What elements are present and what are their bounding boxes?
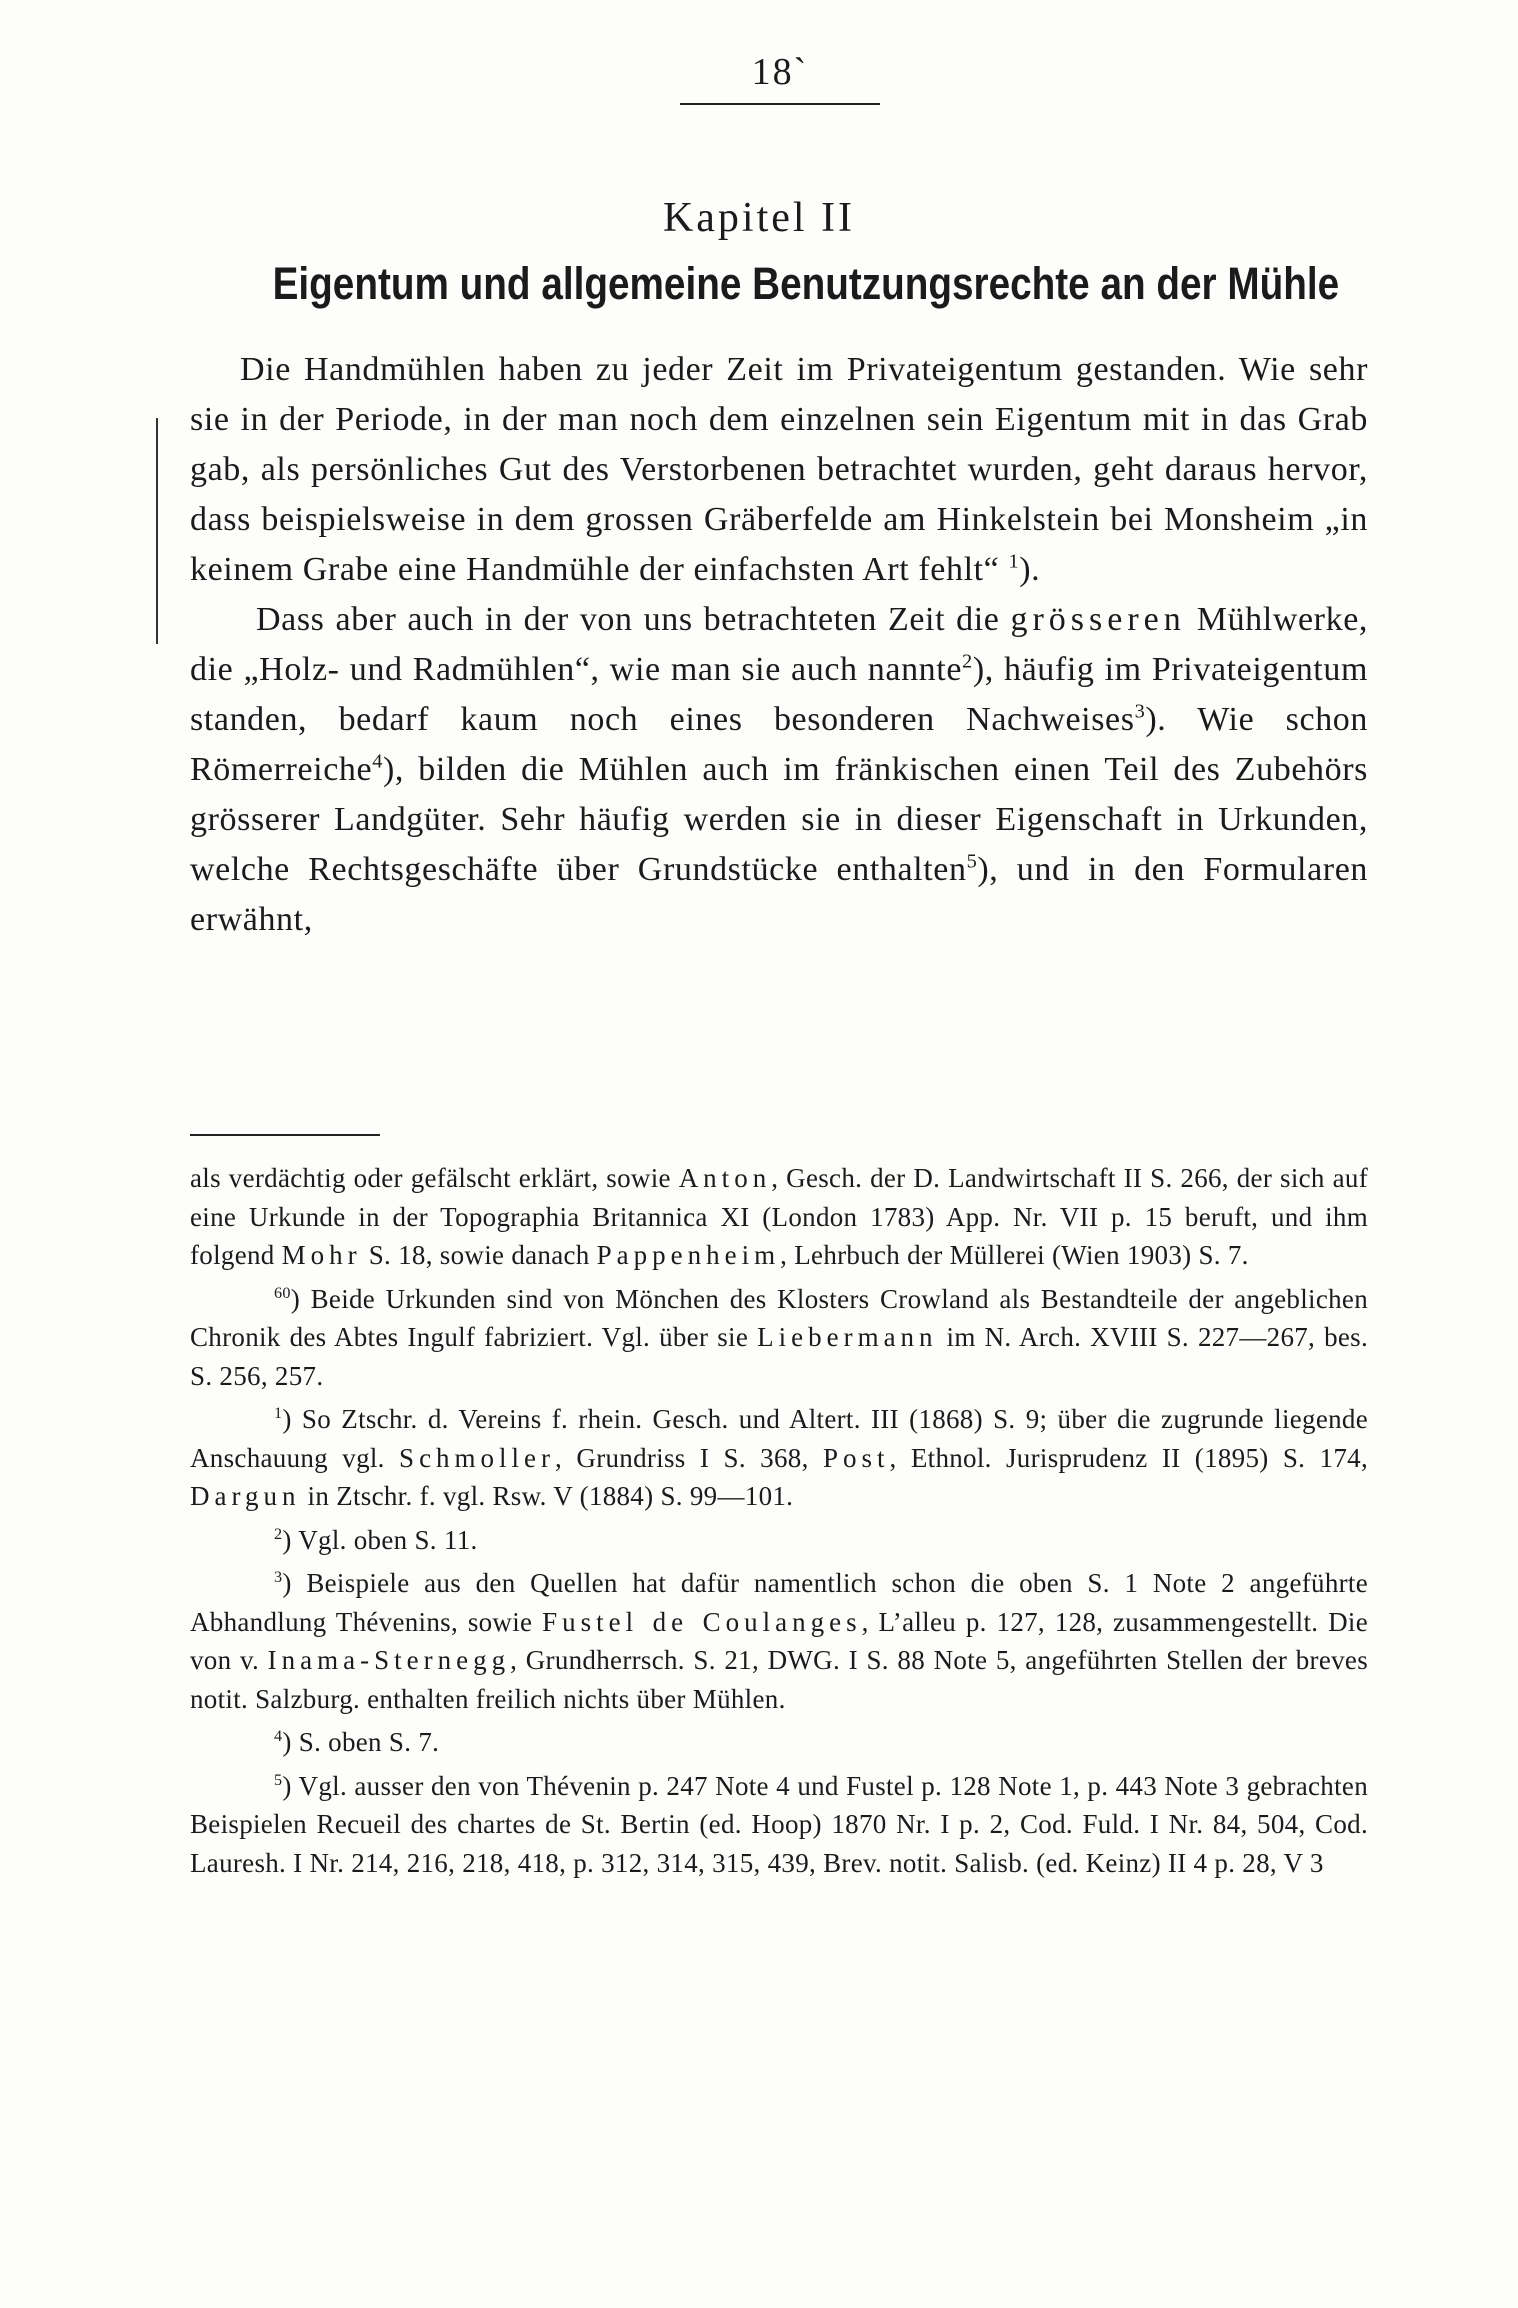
author-name: Schmoller: [399, 1442, 556, 1473]
footnote-mark: 2: [274, 1524, 283, 1543]
footnote-mark: 4: [274, 1727, 283, 1745]
text-run: Die Handmühlen haben zu jeder Zeit im Privateigentum gestanden. Wie sehr sie in der Periode, in der man noch dem einzelnen sein Eigentum mit in das Grab gab, als persönliches Gut des Verstorbenen betrachtet wurden, geht daraus hervor, dass beispielsweise in dem grossen Gräberfelde am Hinkelstein bei Monsheim „in keinem Grabe eine Handmühle der einfachsten Art fehlt“: [190, 351, 1368, 588]
text-run: ) S. oben S. 7.: [282, 1727, 440, 1757]
text-run: in Ztschr. f. vgl. Rsw. V (1884) S. 99—101.: [300, 1481, 794, 1511]
footnote-60: [190, 1280, 1368, 1396]
author-name: Mohr: [281, 1240, 362, 1270]
text-run: , L’alleu p. 127, 128, zusammengestellt. Die von v.: [190, 1606, 1369, 1675]
text-run: S. 18, sowie danach: [361, 1240, 597, 1270]
margin-pencil-line: [156, 418, 158, 644]
paragraph-2: [190, 595, 1368, 945]
paragraph-1: [190, 345, 1368, 595]
author-name: Inama-Sternegg: [267, 1645, 511, 1675]
author-name: Anton: [678, 1163, 772, 1193]
footnote-ref-3: 3: [1134, 700, 1146, 723]
text-run: ). Wie schon Römerreiche: [190, 701, 1369, 788]
text-run: ) Vgl. ausser den von Thévenin p. 247 Note 4 und Fustel p. 128 Note 1, p. 443 Note 3 gebrachten Beispielen Recueil des chartes de St. Bertin (ed. Hoop) 1870 Nr. I p. 2, Cod. Fuld. I Nr. 84, 504, Cod. Lauresh. I Nr. 214, 216, 218, 418, p. 312, 314, 315, 439, Brev. notit. Salisb. (ed. Keinz) II 4 p. 28, V 3: [190, 1770, 1368, 1878]
footnote-ref-2: 2: [962, 650, 973, 673]
author-name: Pappenheim: [596, 1240, 781, 1270]
footnote-ref-1: 1: [1008, 550, 1020, 573]
footnote-3: [190, 1564, 1368, 1718]
footnote-ref-4: 4: [372, 750, 383, 773]
page-number: 18`: [751, 51, 809, 93]
text-run: als verdächtig oder gefälscht erklärt, sowie: [190, 1163, 679, 1193]
footnote-separator: [190, 1134, 380, 1136]
text-run: Mühlwerke, die „Holz- und Radmühlen“, wie man sie auch nannte: [190, 601, 1368, 688]
emphasis-spaced: grösseren: [1010, 601, 1186, 638]
footnote-1: [190, 1400, 1368, 1516]
section-title: Eigentum und allgemeine Benutzungsrechte an der Mühle: [272, 258, 1340, 309]
footnote-continuation: [190, 1159, 1368, 1275]
author-name: Dargun: [190, 1481, 301, 1511]
footnote-5: [190, 1767, 1368, 1883]
text-run: ) Beide Urkunden sind von Mönchen des Klosters Crowland als Bestandteile der angeblichen Chronik des Abtes Ingulf fabriziert. Vgl. über sie: [190, 1283, 1368, 1352]
text-run: , Grundriss I S. 368,: [555, 1442, 823, 1473]
text-run: ), und in den Formularen erwähnt,: [190, 851, 1368, 938]
text-run: ), häufig im Privateigentum standen, bedarf kaum noch eines besonderen Nachweises: [190, 651, 1368, 738]
text-run: ) Beispiele aus den Quellen hat dafür namentlich schon die oben S. 1 Note 2 angeführte Abhandlung Thévenins, sowie: [190, 1568, 1368, 1637]
text-run: , Ethnol. Jurisprudenz II (1895) S. 174,: [889, 1442, 1368, 1473]
footnote-4: [190, 1723, 1368, 1762]
author-name: Post: [822, 1442, 890, 1473]
author-name: Fustel de Coulanges: [542, 1606, 862, 1637]
main-text: [190, 345, 1368, 945]
text-run: , Lehrbuch der Müllerei (Wien 1903) S. 7.: [780, 1240, 1249, 1270]
footnote-mark: 60: [274, 1283, 291, 1302]
footnote-mark: 1: [274, 1404, 283, 1422]
footnote-mark: 5: [274, 1770, 283, 1789]
footnote-mark: 3: [274, 1568, 283, 1586]
text-run: , Grundherrsch. S. 21, DWG. I S. 88 Note 5, angeführten Stellen der breves notit. Salzburg. enthalten freilich nichts über Mühlen.: [190, 1645, 1369, 1714]
chapter-heading: Kapitel II: [662, 195, 856, 241]
text-run: , Gesch. der D. Landwirtschaft II S. 266, der sich auf eine Urkunde in der Topographia Britannica XI (London 1783) App. Nr. VII p. 15 beruft, und ihm folgend: [190, 1163, 1368, 1270]
footnote-2: [190, 1521, 1368, 1560]
author-name: Liebermann: [757, 1322, 938, 1352]
text-run: Dass aber auch in der von uns betrachteten Zeit die: [256, 601, 1011, 638]
text-run: ) Vgl. oben S. 11.: [282, 1524, 478, 1555]
page-number-rule: [680, 103, 880, 105]
text-run: ), bilden die Mühlen auch im fränkischen einen Teil des Zubehörs grösserer Landgüter. Sehr häufig werden sie in dieser Eigenschaft in Urkunden, welche Rechtsgeschäfte über Grundstücke enthalten: [190, 751, 1368, 888]
footnotes: [190, 1159, 1368, 1887]
footnote-ref-5: 5: [966, 850, 978, 873]
text-run: ) So Ztschr. d. Vereins f. rhein. Gesch. und Altert. III (1868) S. 9; über die zugrunde liegende Anschauung vgl.: [190, 1404, 1368, 1473]
text-run: im N. Arch. XVIII S. 227—267, bes. S. 256, 257.: [190, 1322, 1369, 1391]
text-run: ).: [1019, 551, 1041, 588]
